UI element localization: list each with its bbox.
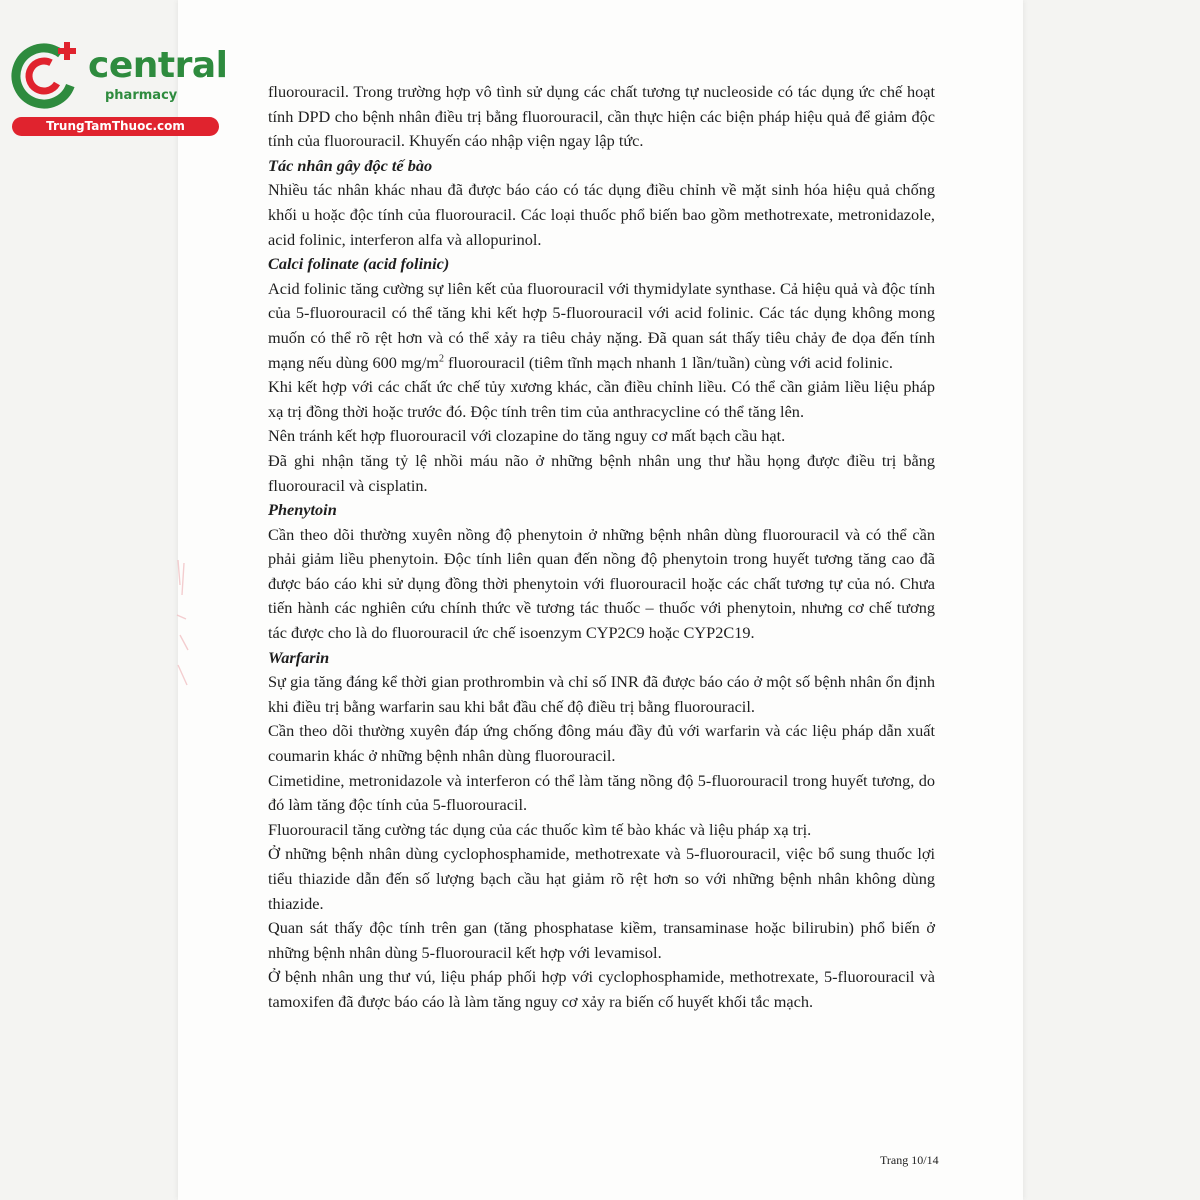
paragraph: Đã ghi nhận tăng tỷ lệ nhồi máu não ở những bệnh nhân ung thư hầu họng được điều trị bằng fluorouracil và cisplatin. [268, 450, 935, 495]
paragraph: Ở bệnh nhân ung thư vú, liệu pháp phối hợp với cyclophosphamide, methotrexate, 5-fluorouracil và tamoxifen đã được báo cáo là làm tăng nguy cơ xảy ra biến cố huyết khối tắc mạch. [268, 967, 935, 1011]
pharmacy-c-logo-icon [10, 38, 82, 110]
paragraph: Fluorouracil tăng cường tác dụng của các thuốc kìm tế bào khác và liệu pháp xạ trị. [268, 819, 812, 839]
page-number: Trang 10/14 [880, 1153, 939, 1167]
brand-subtitle: pharmacy [105, 88, 178, 103]
paragraph: Cần theo dõi thường xuyên nồng độ phenytoin ở những bệnh nhân dùng fluorouracil và có thể cần phải giảm liều phenytoin. Độc tính liên quan đến nồng độ phenytoin trong huyết tương tăng cao đã được báo cáo khi sử dụng đồng thời phenytoin với fluorouracil hoặc các chất tương tự của nó. Chưa tiến hành các nghiên cứu chính thức về tương tác thuốc – thuốc với phenytoin, nhưng cơ chế tương tác được cho là do fluorouracil ức chế isoenzym CYP2C9 hoặc CYP2C19. [268, 524, 935, 643]
brand-name: central [88, 45, 228, 86]
section-heading: Calci folinate (acid folinic) [268, 254, 450, 274]
paragraph: Khi kết hợp với các chất ức chế tủy xương khác, cần điều chỉnh liều. Có thể cần giảm liều liệu pháp xạ trị đồng thời hoặc trước đó. Độc tính trên tim của anthracycline có thể tăng lên. [268, 377, 935, 421]
paragraph: Quan sát thấy độc tính trên gan (tăng phosphatase kiềm, transaminase hoặc bilirubin) phổ biến ở những bệnh nhân dùng 5-fluorouracil kết hợp với levamisol. [268, 918, 935, 962]
paragraph: Ở những bệnh nhân dùng cyclophosphamide, methotrexate và 5-fluorouracil, việc bổ sung thuốc lợi tiểu thiazide dẫn đến số lượng bạch cầu hạt giảm rõ rệt hơn so với những bệnh nhân không dùng thiazide. [268, 844, 935, 913]
paragraph: Sự gia tăng đáng kể thời gian prothrombin và chỉ số INR đã được báo cáo ở một số bệnh nhân ổn định khi điều trị bằng warfarin sau khi bắt đầu chế độ điều trị bằng fluorouracil. [268, 672, 935, 716]
section-heading: Phenytoin [268, 500, 337, 520]
document-body [268, 80, 935, 1015]
paragraph: Nên tránh kết hợp fluorouracil với clozapine do tăng nguy cơ mất bạch cầu hạt. [268, 426, 786, 446]
faded-stamp-mark [172, 555, 198, 695]
brand-website: TrungTamThuoc.com [12, 117, 219, 136]
paragraph-text: fluorouracil (tiêm tĩnh mạch nhanh 1 lần/tuần) cùng với acid folinic. [443, 352, 893, 372]
paragraph: Cimetidine, metronidazole và interferon có thể làm tăng nồng độ 5-fluorouracil trong huyết tương, do đó làm tăng độc tính của 5-fluorouracil. [268, 770, 935, 815]
central-pharmacy-logo [10, 38, 228, 138]
paragraph [268, 277, 935, 375]
paragraph: Cần theo dõi thường xuyên đáp ứng chống đông máu đầy đủ với warfarin và các liệu pháp dẫn xuất coumarin khác ở những bệnh nhân dùng fluorouracil. [268, 721, 935, 766]
superscript: 2 [438, 353, 444, 365]
paragraph-text: Acid folinic tăng cường sự liên kết của fluorouracil với thymidylate synthase. Cả hiệu quả và độc tính của 5-fluorouracil có thể tăng khi kết hợp 5-fluorouracil với acid folinic. Các tác dụng không mong muốn có thể rõ rệt hơn và có thể xảy ra tiêu chảy nặng. Đã quan sát thấy tiêu chảy đe dọa đến tính mạng nếu dùng 600 mg/m [268, 278, 935, 372]
paragraph: Nhiều tác nhân khác nhau đã được báo cáo có tác dụng điều chỉnh về mặt sinh hóa hiệu quả chống khối u hoặc độc tính của fluorouracil. Các loại thuốc phổ biến bao gồm methotrexate, metronidazole, acid folinic, interferon alfa và allopurinol. [268, 180, 935, 249]
section-heading: Tác nhân gây độc tế bào [268, 155, 433, 175]
paragraph: fluorouracil. Trong trường hợp vô tình sử dụng các chất tương tự nucleoside có tác dụng ức chế hoạt tính DPD cho bệnh nhân điều trị bằng fluorouracil, cần thực hiện các biện pháp hiệu quả để giảm độc tính của fluorouracil. Khuyến cáo nhập viện ngay lập tức. [268, 82, 935, 151]
section-heading: Warfarin [268, 647, 330, 667]
